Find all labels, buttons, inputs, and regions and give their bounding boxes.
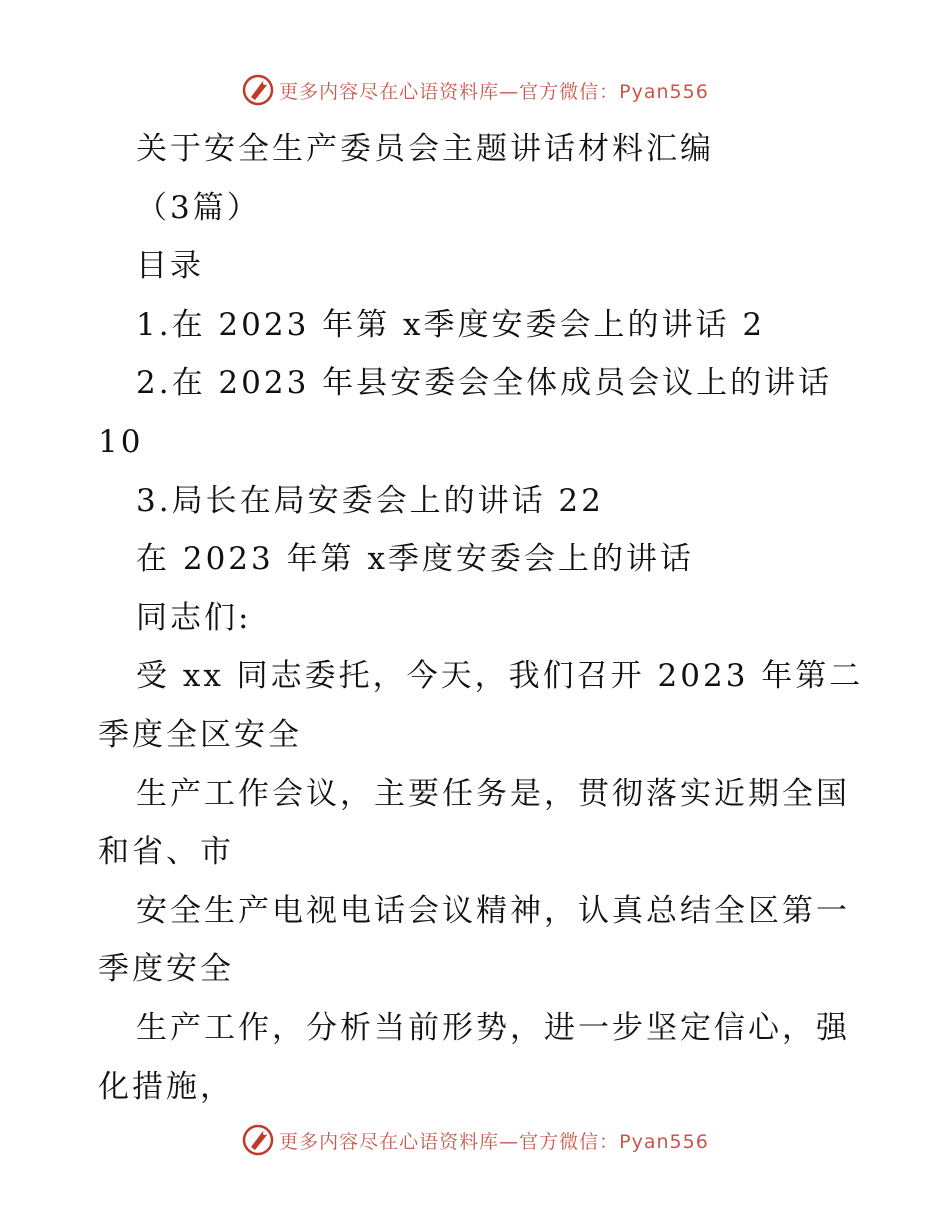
paragraph-line: 安全生产电视电话会议精神，认真总结全区第一 [136, 892, 850, 929]
salutation: 同志们: [136, 599, 252, 636]
paragraph-line: 化措施， [98, 1068, 234, 1105]
toc-heading: 目录 [136, 248, 204, 285]
toc-item: 2.在 2023 年县安委会全体成员会议上的讲话 [136, 365, 833, 402]
watermark-text: 更多内容尽在心语资料库—官方微信：Pyan556 [279, 1130, 709, 1153]
pen-logo-icon [241, 1123, 275, 1157]
paragraph-line: 季度全区安全 [98, 716, 302, 753]
paragraph-line: 生产工作会议，主要任务是，贯彻落实近期全国 [136, 775, 850, 812]
paragraph-line: 和省、市 [98, 834, 234, 871]
section-heading: 在 2023 年第 x季度安委会上的讲话 [136, 541, 694, 578]
doc-title: 关于安全生产委员会主题讲话材料汇编 [136, 131, 714, 167]
toc-item: 3.局长在局安委会上的讲话 22 [136, 482, 604, 519]
watermark-banner-top [0, 70, 950, 110]
paragraph-line: 受 xx 同志委托，今天，我们召开 2023 年第二 [136, 658, 864, 695]
document-body [98, 120, 864, 1116]
pen-logo-icon [241, 73, 275, 107]
toc-item-continued: 10 [98, 423, 144, 460]
watermark-banner-bottom [0, 1120, 950, 1160]
paragraph-line: 季度安全 [98, 951, 234, 988]
paragraph-line: 生产工作，分析当前形势，进一步坚定信心，强 [136, 1009, 850, 1046]
watermark-text: 更多内容尽在心语资料库—官方微信：Pyan556 [279, 80, 709, 103]
toc-item: 1.在 2023 年第 x季度安委会上的讲话 2 [136, 306, 766, 343]
doc-subtitle: （3篇） [136, 189, 261, 226]
